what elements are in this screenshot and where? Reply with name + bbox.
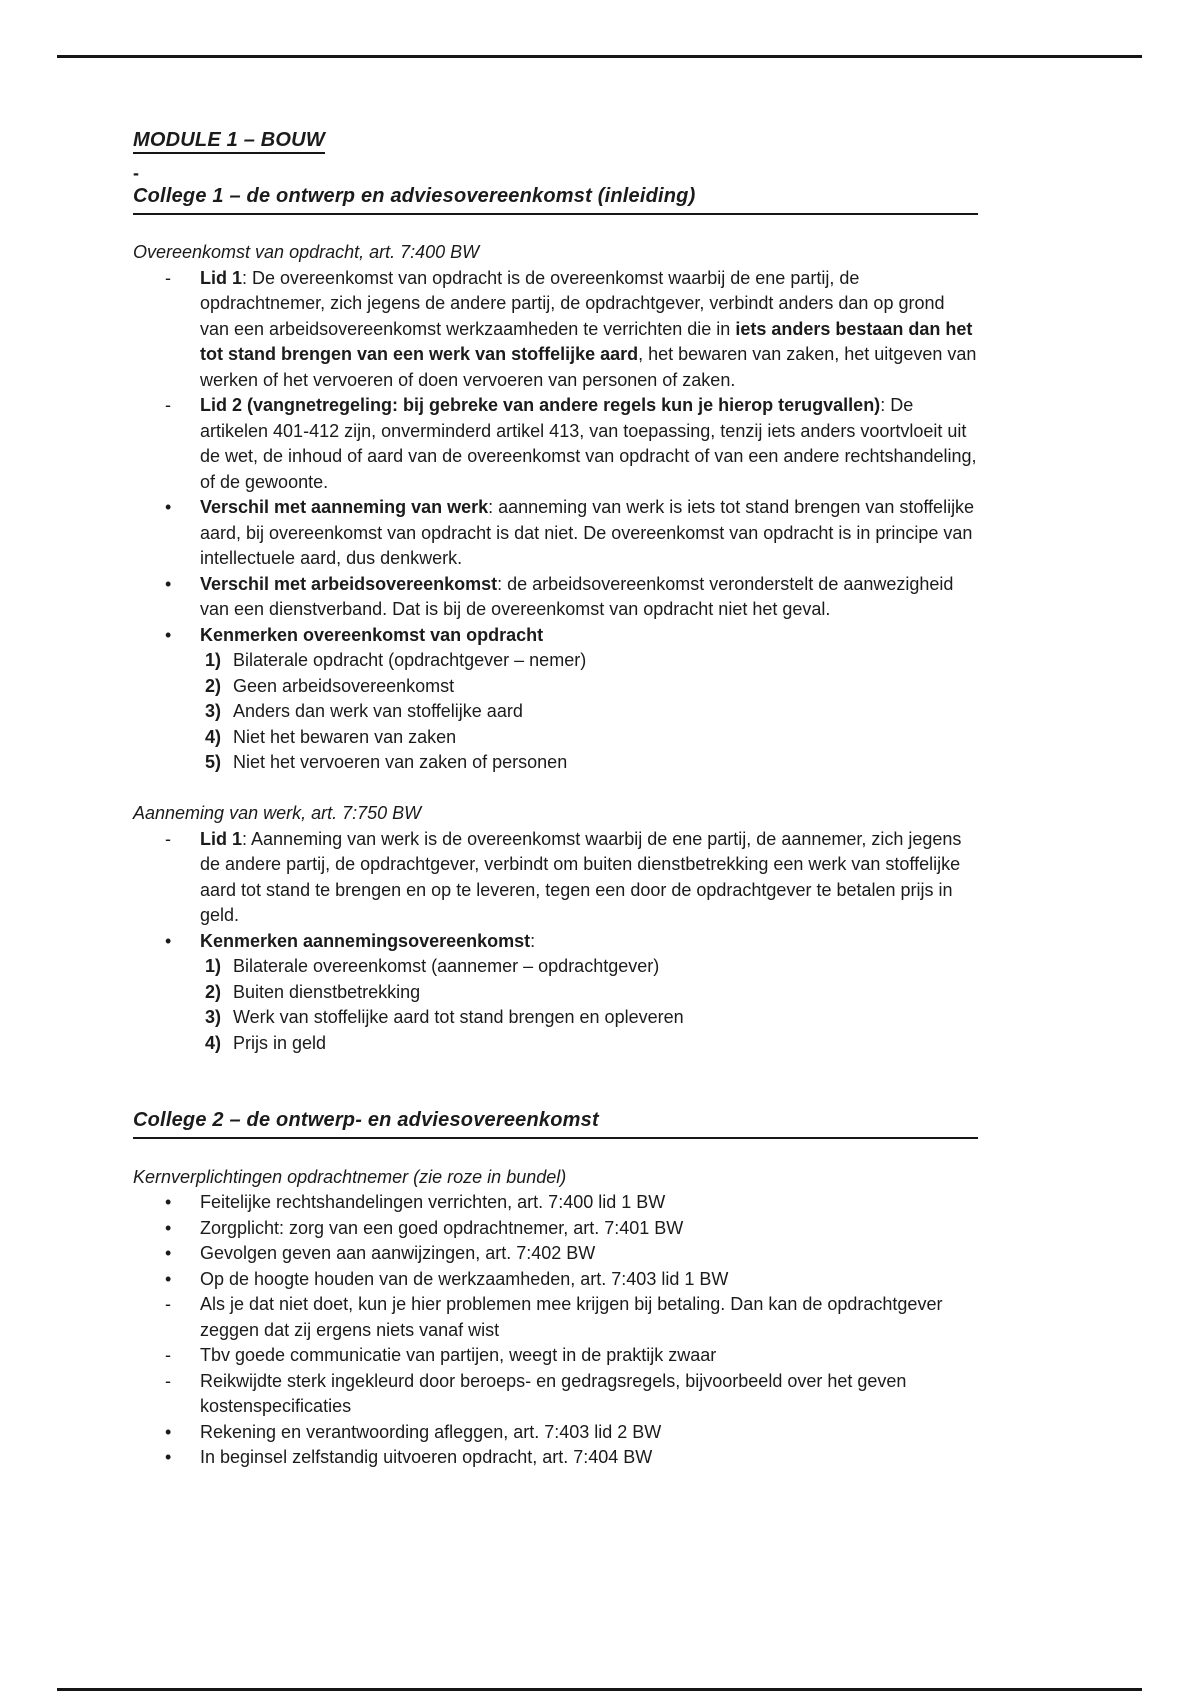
text-segment: , het bewaren van zaken, het uitgeven van werken of het vervoeren of doen vervoeren van personen of zaken. [200,344,977,390]
list-item [165,1445,978,1471]
dash-marker: - [165,395,171,415]
bullet-marker: • [165,1217,172,1238]
blank-line [133,215,978,241]
dash-marker: - [165,1370,171,1391]
text-segment: Gevolgen geven aan aanwijzingen, art. 7:402 BW [200,1243,596,1263]
text-segment: Werk van stoffelijke aard tot stand brengen en opleveren [233,1007,684,1027]
text-segment: Anders dan werk van stoffelijke aard [233,701,523,721]
text-segment: Reikwijdte sterk ingekleurd door beroeps- en gedragsregels, bijvoorbeeld over het geven kostenspecificaties [200,1370,907,1416]
number-marker: 3) [205,701,222,721]
list-item [165,1420,978,1446]
text-segment: Buiten dienstbetrekking [233,981,421,1002]
dash-marker: - [165,828,171,849]
dash-marker: - [165,1345,171,1365]
text-segment: : [530,930,536,951]
text-segment: Prijs in geld [233,1032,327,1053]
document-body [133,183,978,1471]
list-item [165,699,978,725]
text-segment: Geen arbeidsovereenkomst [233,675,455,696]
list-item-text [233,980,978,1006]
list-item-text [200,929,978,955]
text-segment: Op de hoogte houden van de werkzaamheden, art. 7:403 lid 1 BW [200,1268,729,1289]
text-segment: Bilaterale opdracht (opdrachtgever – nemer) [233,650,587,670]
text-segment: Niet het bewaren van zaken [233,726,457,747]
bullet-marker: • [165,1192,172,1212]
list-item-text [200,266,978,394]
number-marker: 2) [205,675,222,696]
number-marker: 4) [205,726,222,747]
document-title [133,128,978,154]
bullet-marker: • [165,573,172,594]
list-item [165,674,978,700]
list-item-text [200,1267,978,1293]
page-bottom-rule [57,1688,1142,1691]
number-marker: 1) [205,650,222,670]
dash-marker: - [165,267,171,288]
text-segment: Lid 1 [200,828,243,849]
section-heading: College 2 – de ontwerp- en adviesovereenkomst [133,1107,978,1139]
list-item [165,1292,978,1343]
list-item-text [200,1445,978,1471]
list-item [165,1369,978,1420]
text-segment: Rekening en verantwoording afleggen, art. 7:403 lid 2 BW [200,1421,662,1442]
text-segment: Feitelijke rechtshandelingen verrichten, art. 7:400 lid 1 BW [200,1192,666,1212]
page-top-rule [57,55,1142,58]
number-marker: 3) [205,1007,222,1027]
text-segment: Kenmerken aannemingsovereenkomst [200,930,531,951]
text-segment: : aanneming van werk is iets tot stand brengen van stoffelijke aard, bij overeenkomst van opdracht is dat niet. De overeenkomst van opdracht is in principe van intellectuele aard, dus denkwerk. [200,497,975,568]
list-item [165,750,978,776]
list-item-text [200,572,978,623]
text-segment: : Aanneming van werk is de overeenkomst waarbij de ene partij, de aannemer, zich jegens de andere partij, de opdrachtgever, verbindt om buiten dienstbetrekking een werk van stoffelijke aard tot stand te brengen en op te leveren, tegen een door de opdrachtgever te betalen prijs in geld. [200,828,962,925]
list-item [165,572,978,623]
text-segment: Als je dat niet doet, kun je hier problemen mee krijgen bij betaling. Dan kan de opdrachtgever zeggen dat zij ergens niets vanaf wist [200,1294,943,1340]
section-heading: College 1 – de ontwerp en adviesovereenkomst (inleiding) [133,183,978,215]
blank-line [133,1139,978,1165]
bullet-marker: • [165,1447,172,1467]
list-item-text [233,699,978,725]
list-item-text [200,393,978,495]
list-item [165,495,978,572]
lead-in-line: Overeenkomst van opdracht, art. 7:400 BW [133,242,480,262]
list-item [165,1190,978,1216]
list-item-text [233,674,978,700]
list-item [165,266,978,394]
list-item [165,827,978,929]
blank-line [133,776,978,802]
lead-in-line: Kernverplichtingen opdrachtnemer (zie roze in bundel) [133,1166,567,1187]
list-item [165,1267,978,1293]
list-item-text [233,1031,978,1057]
number-marker: 4) [205,1032,222,1053]
list-item [165,725,978,751]
list-item-text [233,1005,978,1031]
list-item-text [200,1190,978,1216]
document-title-text: MODULE 1 – BOUW [133,129,325,154]
bullet-marker: • [165,1243,172,1263]
stray-dash: - [133,162,139,183]
list-item [165,954,978,980]
text-segment: Zorgplicht: zorg van een goed opdrachtnemer, art. 7:401 BW [200,1217,684,1238]
text-segment: Kenmerken overeenkomst van opdracht [200,624,544,645]
bullet-marker: • [165,930,172,951]
text-segment: Verschil met aanneming van werk [200,497,489,517]
text-segment: Tbv goede communicatie van partijen, weegt in de praktijk zwaar [200,1345,717,1365]
blank-line [133,1056,978,1107]
list-item-text [200,1241,978,1267]
bullet-marker: • [165,1268,172,1289]
list-item [165,623,978,649]
text-segment: Verschil met arbeidsovereenkomst [200,573,498,594]
text-segment: iets anders bestaan dan het tot stand brengen van een werk van stoffelijke aard [200,318,973,364]
list-item-text [233,750,978,776]
text-segment: : De overeenkomst van opdracht is de overeenkomst waarbij de ene partij, de opdrachtnemer, zich jegens de andere partij, de opdrachtgever, verbindt anders dan op grond van een arbeidsovereenkomst werkzaamheden te verrichten die in [200,267,945,339]
text-segment: Lid 2 (vangnetregeling: bij gebreke van andere regels kun je hierop terugvallen) [200,395,881,415]
number-marker: 2) [205,981,222,1002]
list-item-text [200,1292,978,1343]
list-item-text [200,827,978,929]
list-item [165,1005,978,1031]
text-segment: : De artikelen 401-412 zijn, onverminderd artikel 413, van toepassing, tenzij iets anders voortvloeit uit de wet, de inhoud of aard van de overeenkomst van opdracht of van een andere rechtshandeling, of de gewoonte. [200,395,977,492]
list-item [165,1031,978,1057]
list-item [165,393,978,495]
lead-in-line: Aanneming van werk, art. 7:750 BW [133,803,422,823]
bullet-marker: • [165,624,172,645]
list-item [165,1343,978,1369]
number-marker: 1) [205,956,222,976]
text-segment: Lid 1 [200,267,243,288]
list-item-text [233,725,978,751]
list-item-text [200,1369,978,1420]
list-item-text [233,954,978,980]
bullet-marker: • [165,1421,172,1442]
list-item-text [200,1343,978,1369]
bullet-marker: • [165,497,172,517]
text-segment: Bilaterale overeenkomst (aannemer – opdrachtgever) [233,956,660,976]
text-segment: : de arbeidsovereenkomst veronderstelt de aanwezigheid van een dienstverband. Dat is bij de overeenkomst van opdracht niet het geval. [200,573,954,619]
list-item [165,648,978,674]
list [133,266,978,776]
dash-marker: - [165,1294,171,1314]
document-page [133,128,978,1471]
list-item-text [233,648,978,674]
text-segment: In beginsel zelfstandig uitvoeren opdracht, art. 7:404 BW [200,1447,653,1467]
number-marker: 5) [205,752,222,772]
list-item [165,929,978,955]
list-item-text [200,623,978,649]
list-item-text [200,1420,978,1446]
list [133,1190,978,1471]
list-item [165,1216,978,1242]
list [133,827,978,1057]
list-item-text [200,495,978,572]
list-item [165,980,978,1006]
text-segment: Niet het vervoeren van zaken of personen [233,752,568,772]
list-item-text [200,1216,978,1242]
list-item [165,1241,978,1267]
